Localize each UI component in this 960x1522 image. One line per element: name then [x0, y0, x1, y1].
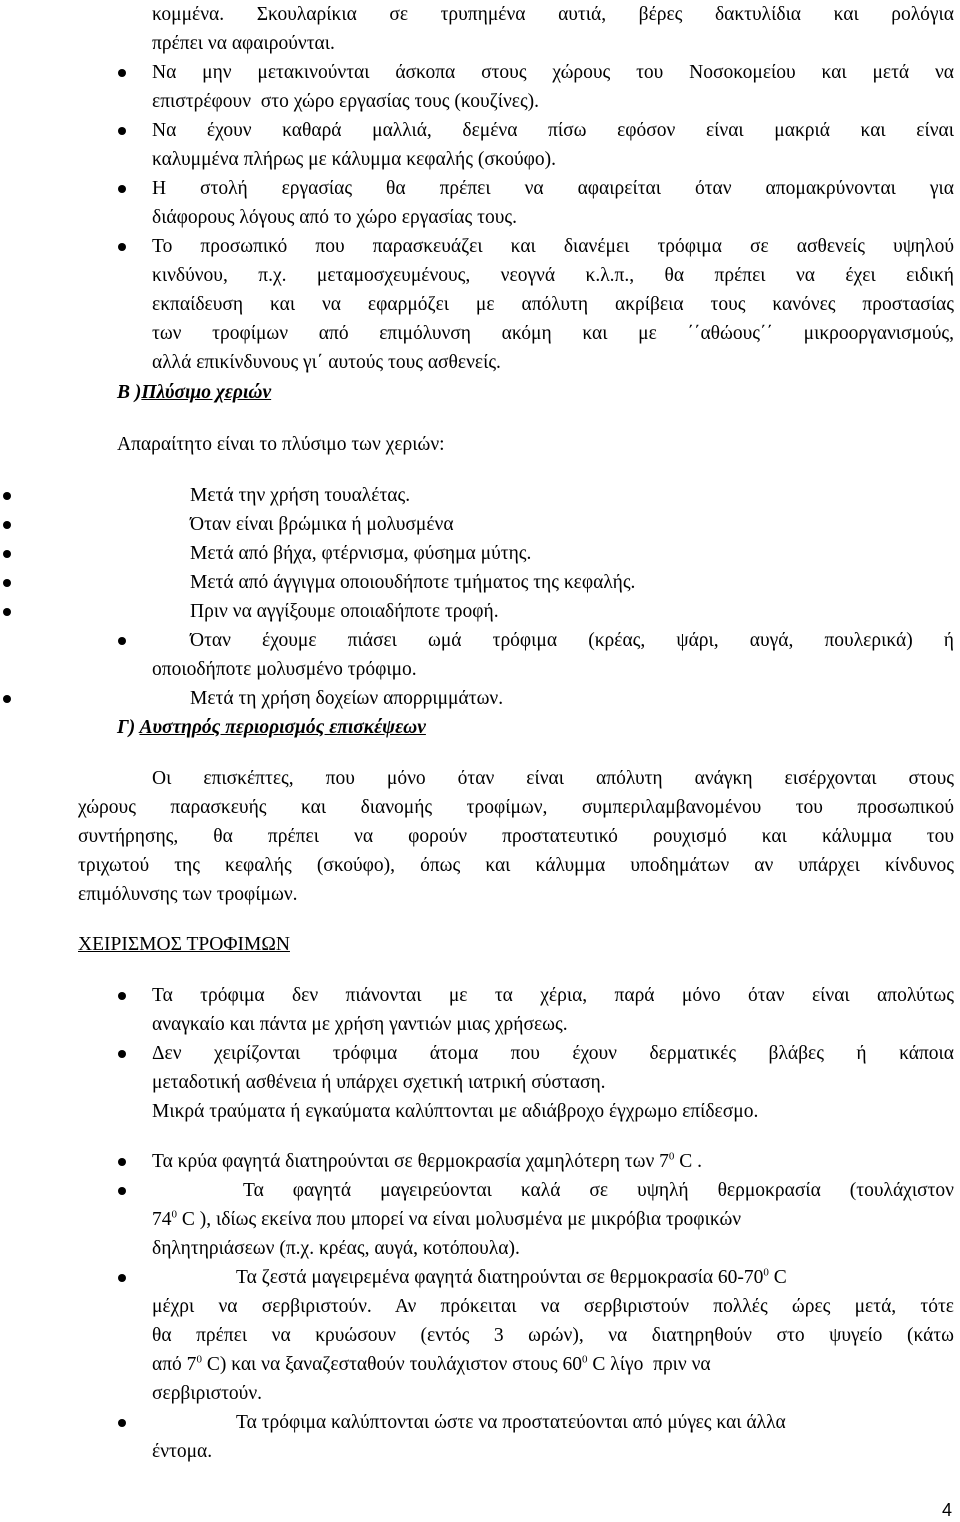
text-line: Τα τρόφιμα καλύπτονται ώστε να προστατεύονται από μύγες και άλλα	[236, 1412, 786, 1433]
text-line: $74^0$ C ), ιδίως εκείνα που μπορεί να είναι μολυσμένα με μικρόβια τροφικών	[152, 1208, 742, 1230]
text-line: πρέπει να αφαιρούνται.	[152, 33, 335, 54]
text-line: εκπαίδευση και να εφαρμόζει με απόλυτη ακρίβεια τους κανόνες προστασίας	[152, 294, 954, 315]
text-line: κινδύνου, π.χ. μεταμοσχευμένους, νεογνά κ.λ.π., θα πρέπει να έχει ειδική	[152, 265, 954, 286]
text-line: Τα τρόφιμα δεν πιάνονται με τα χέρια, παρά μόνο όταν είναι απολύτως	[152, 985, 954, 1006]
list-item: Όταν έχουμε πιάσει ωμά τρόφιμα (κρέας, ψάρι, αυγά, πουλερικά) ή	[190, 630, 954, 651]
bullet	[118, 637, 126, 645]
text-line: διάφορους λόγους από το χώρο εργασίας τους.	[152, 207, 517, 228]
bullet	[3, 550, 11, 558]
list-item: Όταν είναι βρώμικα ή μολυσμένα	[190, 514, 454, 535]
list-item: Μετά από άγγιγμα οποιουδήποτε τμήματος της κεφαλής.	[190, 572, 636, 593]
bullet	[118, 1050, 126, 1058]
text-line: Να έχουν καθαρά μαλλιά, δεμένα πίσω εφόσον είναι μακριά και είναι	[152, 120, 954, 141]
section-heading-c: Γ) Αυστηρός περιορισμός επισκέψεων	[117, 717, 426, 738]
text-line: κομμένα. Σκουλαρίκια σε τρυπημένα αυτιά, βέρες δακτυλίδια και ρολόγια	[152, 4, 954, 25]
bullet	[118, 1419, 126, 1427]
list-item: Μετά τη χρήση δοχείων απορριμμάτων.	[190, 688, 504, 709]
list-item: Πριν να αγγίξουμε οποιαδήποτε τροφή.	[190, 601, 499, 622]
text-line: καλυμμένα πλήρως με κάλυμμα κεφαλής (σκούφο).	[152, 149, 557, 170]
bullet	[118, 69, 126, 77]
paragraph-line: επιμόλυνσης των τροφίμων.	[78, 884, 298, 905]
paragraph-line: Οι επισκέπτες, που μόνο όταν είναι απόλυτη ανάγκη εισέρχονται στους	[152, 768, 954, 789]
text-line: Να μην μετακινούνται άσκοπα στους χώρους του Νοσοκομείου και μετά να	[152, 62, 954, 83]
bullet	[3, 579, 11, 587]
text-line: Τα κρύα φαγητά διατηρούνται σε θερμοκρασία χαμηλότερη των $7^0$ C .	[152, 1150, 703, 1172]
page-number: 4	[942, 1500, 953, 1520]
bullet	[3, 492, 11, 500]
text-line: δηλητηριάσεων (π.χ. κρέας, αυγά, κοτόπουλα).	[152, 1238, 520, 1259]
section-title-c: Αυστηρός περιορισμός επισκέψεων	[139, 717, 426, 738]
paragraph-line: τριχωτού της κεφαλής (σκούφο), όπως και κάλυμμα υποδημάτων αν υπάρχει κίνδυνος	[78, 855, 954, 876]
bullet	[118, 185, 126, 193]
text-line: θα πρέπει να κρυώσουν (εντός 3 ωρών), να διατηρηθούν στο ψυγείο (κάτω	[152, 1325, 954, 1346]
text-line: Το προσωπικό που παρασκευάζει και διανέμει τρόφιμα σε ασθενείς υψηλού	[152, 236, 954, 257]
section-intro: Απαραίτητο είναι το πλύσιμο των χεριών:	[117, 434, 445, 455]
text-line: έντομα.	[152, 1441, 213, 1462]
bullet	[118, 1274, 126, 1282]
section-heading-b: Β )Πλύσιμο χεριών	[117, 382, 272, 403]
bullet	[118, 1187, 126, 1195]
text-line: Τα ζεστά μαγειρεμένα φαγητά διατηρούνται σε θερμοκρασία $60-70^0$ C	[236, 1266, 787, 1288]
text-line: αλλά επικίνδυνους γι΄ αυτούς τους ασθενείς.	[152, 352, 501, 373]
list-item: Μετά από βήχα, φτέρνισμα, φύσημα μύτης.	[190, 543, 532, 564]
text-line: Μικρά τραύματα ή εγκαύματα καλύπτονται με αδιάβροχο έγχρωμο επίδεσμο.	[152, 1101, 759, 1122]
text-line: Η στολή εργασίας θα πρέπει να αφαιρείται όταν απομακρύνονται για	[152, 178, 954, 199]
bullet	[118, 1158, 126, 1166]
text-line: Δεν χειρίζονται τρόφιμα άτομα που έχουν δερματικές βλάβες ή κάποια	[152, 1043, 954, 1064]
text-line: αναγκαίο και πάντα με χρήση γαντιών μιας χρήσεως.	[152, 1014, 568, 1035]
bullet	[118, 127, 126, 135]
bullet	[3, 521, 11, 529]
text-line: σερβιριστούν.	[152, 1383, 263, 1404]
list-item: Μετά την χρήση τουαλέτας.	[190, 485, 411, 506]
section-title-b: Πλύσιμο χεριών	[141, 382, 272, 403]
bullet	[3, 608, 11, 616]
paragraph-line: χώρους παρασκευής και διανομής τροφίμων, συμπεριλαμβανομένου του προσωπικού	[78, 797, 954, 818]
food-handling-title: ΧΕΙΡΙΣΜΟΣ ΤΡΟΦΙΜΩΝ	[78, 934, 290, 955]
bullet	[118, 992, 126, 1000]
paragraph-line: συντήρησης, θα πρέπει να φορούν προστατευτικό ρουχισμό και κάλυμμα του	[78, 826, 954, 847]
text-line: των τροφίμων από επιμόλυνση ακόμη και με ΄΄αθώους΄΄ μικροοργανισμούς,	[152, 323, 954, 344]
list-item-continuation: οποιοδήποτε μολυσμένο τρόφιμο.	[152, 659, 417, 680]
bullet	[118, 243, 126, 251]
text-line: επιστρέφουν στο χώρο εργασίας τους (κουζίνες).	[152, 91, 540, 112]
text-line: μέχρι να σερβιριστούν. Αν πρόκειται να σερβιριστούν πολλές ώρες μετά, τότε	[152, 1296, 954, 1317]
bullet	[3, 695, 11, 703]
text-line: Τα φαγητά μαγειρεύονται καλά σε υψηλή θερμοκρασία (τουλάχιστον	[243, 1180, 954, 1201]
text-line: από $7^0$ C) και να ξαναζεσταθούν τουλάχιστον στους $60^0$ C λίγο πριν να	[152, 1353, 711, 1375]
text-line: μεταδοτική ασθένεια ή υπάρχει σχετική ιατρική σύσταση.	[152, 1072, 606, 1093]
